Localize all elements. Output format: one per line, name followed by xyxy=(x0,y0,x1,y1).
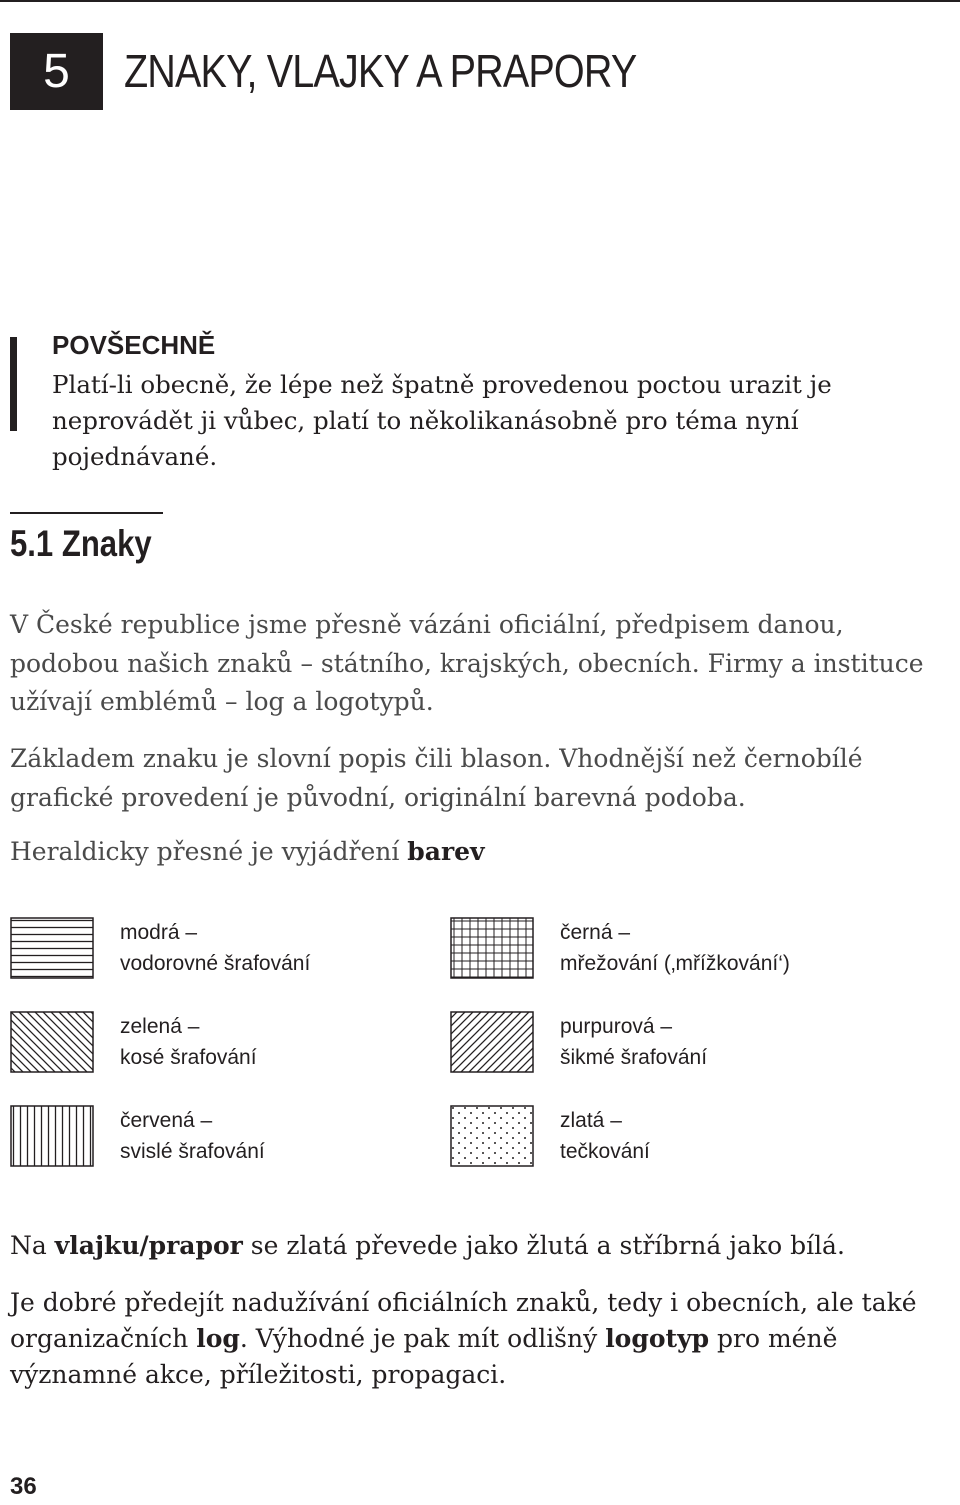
note-heading: POVŠECHNĚ xyxy=(52,330,216,360)
paragraph-5-bold-logotyp: logotyp xyxy=(605,1324,710,1353)
chapter-number: 5 xyxy=(43,45,70,98)
legend-item-green xyxy=(10,1011,440,1077)
section-title: 5.1 Znaky xyxy=(10,523,152,564)
section-rule xyxy=(10,512,163,514)
chapter-title: ZNAKY, VLAJKY A PRAPORY xyxy=(124,45,637,97)
top-rule xyxy=(0,0,960,2)
paragraph-5: Je dobré předejít nadužívání oficiálních znaků, tedy i obecních, ale také organizačních log. Výhodné je pak mít odlišný logotyp pro méně významné akce, příležitosti, propagaci. xyxy=(10,1288,917,1389)
paragraph-4: Na vlajku/prapor se zlatá převede jako žlutá a stříbrná jako bílá. xyxy=(10,1231,845,1260)
grid-hatch-swatch xyxy=(450,917,534,979)
legend-item-gold xyxy=(450,1105,880,1171)
note-text: Platí-li obecně, že lépe než špatně provedenou poctou urazit je neprovádět ji vůbec, platí to několikanásobně pro téma nyní pojednávané. xyxy=(52,370,832,471)
horizontal-hatch-swatch xyxy=(10,917,94,979)
paragraph-5-bold-log: log xyxy=(196,1324,240,1353)
diagonal-down-hatch-swatch xyxy=(10,1011,94,1073)
paragraph-3 xyxy=(10,833,955,872)
diagonal-up-hatch-swatch xyxy=(450,1011,534,1073)
paragraph-3-bold: barev xyxy=(407,837,485,866)
page-number: 36 xyxy=(10,1473,37,1500)
legend-item-red xyxy=(10,1105,440,1171)
legend-label: zelená – kosé šrafování xyxy=(120,1015,257,1069)
legend-item-black xyxy=(450,917,880,983)
dotted-swatch xyxy=(450,1105,534,1167)
note-bar xyxy=(10,337,17,431)
legend-item-blue xyxy=(10,917,440,983)
paragraph-2: Základem znaku je slovní popis čili blason. Vhodnější než černobílé grafické provedení je původní, originální barevná podoba. xyxy=(10,744,863,812)
paragraph-4-bold: vlajku/prapor xyxy=(54,1231,243,1260)
chapter-number-box xyxy=(10,33,103,110)
legend-label: černá – mřežování (‚mřížkování‘) xyxy=(560,921,790,975)
paragraph-1: V České republice jsme přesně vázáni oficiální, předpisem danou, podobou našich znaků – státního, krajských, obecních. Firmy a instituce užívají emblémů – log a logotypů. xyxy=(10,610,924,716)
legend-item-purple xyxy=(450,1011,880,1077)
legend-label: purpurová – šikmé šrafování xyxy=(560,1015,708,1069)
legend-label: zlatá – tečkování xyxy=(560,1109,650,1163)
paragraph-3-text: Heraldicky přesné je vyjádření xyxy=(10,837,408,866)
vertical-hatch-swatch xyxy=(10,1105,94,1167)
legend-label: modrá – vodorovné šrafování xyxy=(120,921,311,975)
legend-label: červená – svislé šrafování xyxy=(120,1109,265,1163)
